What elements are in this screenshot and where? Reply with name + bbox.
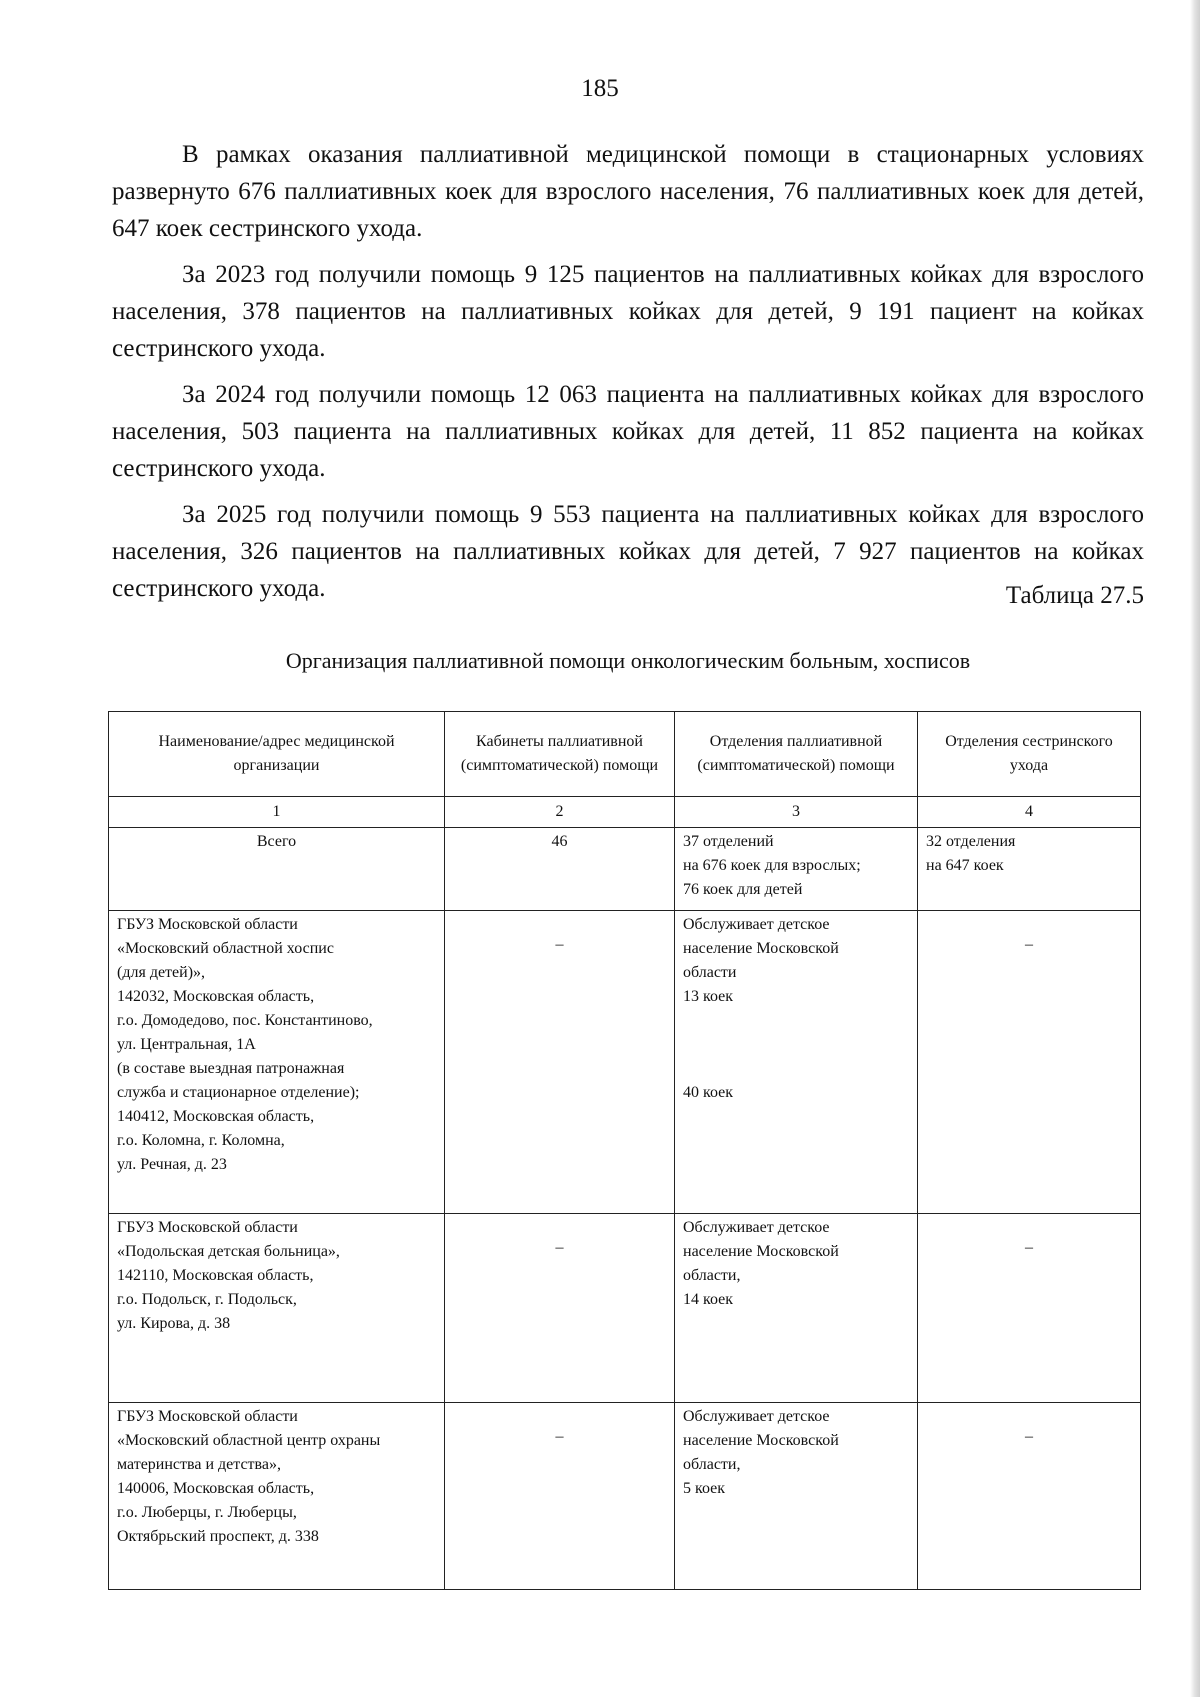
body-text	[112, 136, 1144, 616]
column-number: 2	[445, 797, 675, 828]
column-number-row	[109, 797, 1141, 828]
cell-line: ул. Центральная, 1А	[117, 1036, 256, 1053]
table-title: Организация паллиативной помощи онкологическим больным, хосписов	[285, 648, 971, 673]
header-cabinets: Кабинеты паллиативной (симптоматической) помощи	[445, 712, 675, 797]
cell-line: г.о. Коломна, г. Коломна,	[117, 1132, 285, 1149]
cell-line: Обслуживает детское	[683, 916, 830, 933]
table-row	[109, 911, 1141, 1214]
data-table	[108, 711, 1141, 1590]
total-label: Всего	[109, 828, 445, 911]
organization-cell	[109, 1214, 445, 1403]
cell-line: материнства и детства»,	[117, 1456, 281, 1473]
cell-line: г.о. Подольск, г. Подольск,	[117, 1291, 297, 1308]
dash: –	[555, 1239, 564, 1256]
cell-line: на 647 коек	[926, 857, 1004, 874]
column-number: 1	[109, 797, 445, 828]
table-row-total	[109, 828, 1141, 911]
cell-line: ГБУЗ Московской области	[117, 1219, 298, 1236]
cell-line: население Московской	[683, 940, 839, 957]
dash: –	[1025, 1239, 1033, 1256]
cabinets-cell	[445, 911, 675, 1214]
page-number: 185	[581, 75, 619, 102]
dash: –	[1025, 936, 1033, 953]
cell-line: «Подольская детская больница»,	[117, 1243, 340, 1260]
paragraph: В рамках оказания паллиативной медицинской помощи в стационарных условиях развернуто 676 паллиативных коек для взрослого населения, 76 паллиативных коек для детей, 647 коек сестринского ухода.	[112, 141, 1144, 242]
cell-line: г.о. Люберцы, г. Люберцы,	[117, 1504, 297, 1521]
cell-line: 5 коек	[683, 1480, 726, 1497]
organization-cell	[109, 911, 445, 1214]
cell-line: население Московской	[683, 1432, 839, 1449]
spacer	[683, 1009, 909, 1081]
organization-cell	[109, 1403, 445, 1590]
cell-line: 32 отделения	[926, 833, 1016, 850]
cell-line: 142032, Московская область,	[117, 988, 315, 1005]
nursing-cell	[918, 1214, 1141, 1403]
departments-cell	[675, 1214, 918, 1403]
header-nursing: Отделения сестринского ухода	[918, 712, 1141, 797]
departments-cell	[675, 911, 918, 1214]
table-label: Таблица 27.5	[1005, 582, 1144, 609]
cell-line: население Московской	[683, 1243, 839, 1260]
cell-line: 13 коек	[683, 988, 734, 1005]
paragraph: За 2023 год получили помощь 9 125 пациентов на паллиативных койках для взрослого населения, 378 пациентов на паллиативных койках для детей, 9 191 пациент на койках сестринского ухода.	[112, 261, 1144, 362]
cell-line: «Московский областной центр охраны	[117, 1432, 381, 1449]
cell-line: 76 коек для детей	[683, 881, 803, 898]
cell-line: области	[683, 964, 737, 981]
nursing-cell	[918, 1403, 1141, 1590]
cell-line: Октябрьский проспект, д. 338	[117, 1528, 319, 1545]
paragraph: За 2025 год получили помощь 9 553 пациента на паллиативных койках для взрослого населения, 326 пациентов на паллиативных койках для детей, 7 927 пациентов на койках сестринского ухода.	[112, 501, 1144, 602]
cell-line: 140412, Московская область,	[117, 1108, 315, 1125]
cell-line: области,	[683, 1267, 741, 1284]
table-row	[109, 1403, 1141, 1590]
cabinets-cell	[445, 1214, 675, 1403]
header-organization: Наименование/адрес медицинской организации	[109, 712, 445, 797]
dash: –	[555, 936, 564, 953]
header-departments: Отделения паллиативной (симптоматической) помощи	[675, 712, 918, 797]
dash: –	[555, 1428, 564, 1445]
departments-cell	[675, 1403, 918, 1590]
cell-line: «Московский областной хоспис	[117, 940, 334, 957]
dash: –	[1025, 1428, 1033, 1445]
cell-line: на 676 коек для взрослых;	[683, 857, 861, 874]
table-row	[109, 1214, 1141, 1403]
total-cabinets: 46	[445, 828, 675, 911]
cell-line: 140006, Московская область,	[117, 1480, 315, 1497]
column-number: 4	[918, 797, 1141, 828]
cabinets-cell	[445, 1403, 675, 1590]
cell-line: 37 отделений	[683, 833, 774, 850]
cell-line: г.о. Домодедово, пос. Константиново,	[117, 1012, 373, 1029]
cell-line: ул. Речная, д. 23	[117, 1156, 227, 1173]
cell-line: ул. Кирова, д. 38	[117, 1315, 231, 1332]
total-nursing	[918, 828, 1141, 911]
cell-line: ГБУЗ Московской области	[117, 1408, 298, 1425]
paragraph: За 2024 год получили помощь 12 063 пациента на паллиативных койках для взрослого населения, 503 пациента на паллиативных койках для детей, 11 852 пациента на койках сестринского ухода.	[112, 381, 1144, 482]
cell-line: области,	[683, 1456, 741, 1473]
scan-edge	[1190, 0, 1200, 1697]
cell-line: 40 коек	[683, 1084, 734, 1101]
cell-line: (для детей)»,	[117, 964, 206, 981]
total-departments	[675, 828, 918, 911]
table-header-row	[109, 712, 1141, 797]
cell-line: 142110, Московская область,	[117, 1267, 314, 1284]
cell-line: ГБУЗ Московской области	[117, 916, 298, 933]
nursing-cell	[918, 911, 1141, 1214]
column-number: 3	[675, 797, 918, 828]
cell-line: Обслуживает детское	[683, 1219, 830, 1236]
cell-line: (в составе выездная патронажная	[117, 1060, 345, 1077]
cell-line: 14 коек	[683, 1291, 734, 1308]
cell-line: служба и стационарное отделение);	[117, 1084, 360, 1101]
cell-line: Обслуживает детское	[683, 1408, 830, 1425]
